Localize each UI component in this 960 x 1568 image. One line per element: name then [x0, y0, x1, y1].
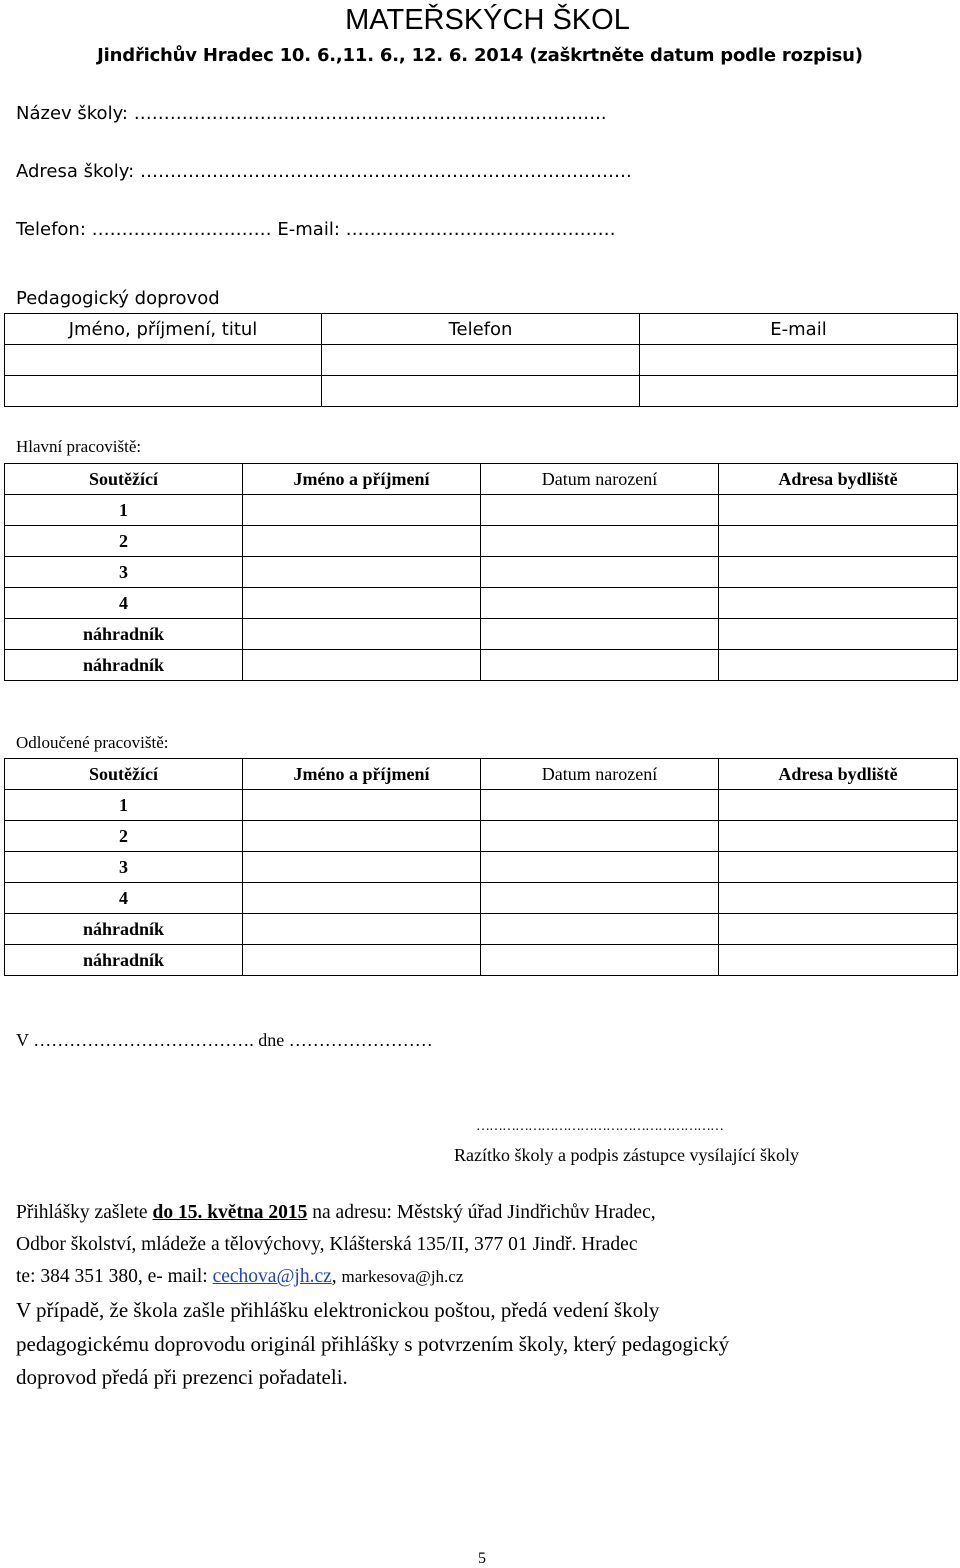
main-header-row [5, 464, 958, 495]
birthdate-cell[interactable] [481, 557, 719, 588]
main-col-name: Jméno a příjmení [243, 464, 481, 495]
birthdate-cell[interactable] [481, 852, 719, 883]
email-markesova: markesova@jh.cz [341, 1267, 464, 1286]
school-name-field [16, 103, 607, 124]
school-address-field [16, 161, 632, 182]
branch-col-birthdate: Datum narození [481, 759, 719, 790]
name-cell[interactable] [243, 619, 481, 650]
table-row [5, 557, 958, 588]
school-address-dots: ………………………………………………………………………. [139, 161, 632, 182]
table-row [5, 495, 958, 526]
name-cell[interactable] [243, 821, 481, 852]
name-cell[interactable] [243, 588, 481, 619]
branch-header-row [5, 759, 958, 790]
address-cell[interactable] [719, 588, 958, 619]
birthdate-cell[interactable] [481, 821, 719, 852]
substitute-label: náhradník [5, 945, 243, 976]
instructions-line-2: Odbor školství, mládeže a tělovýchovy, Klášterská 135/II, 377 01 Jindř. Hradec [16, 1234, 638, 1255]
competitor-number: 1 [5, 495, 243, 526]
escort-col-name: Jméno, příjmení, titul [5, 314, 322, 345]
date-dots: …………………… [288, 1030, 433, 1050]
address-cell[interactable] [719, 914, 958, 945]
birthdate-cell[interactable] [481, 495, 719, 526]
competitor-number: 2 [5, 526, 243, 557]
date-label: dne [258, 1030, 285, 1050]
address-cell[interactable] [719, 619, 958, 650]
name-cell[interactable] [243, 557, 481, 588]
escort-email-cell[interactable] [640, 345, 958, 376]
page-title: MATEŘSKÝCH ŠKOL [345, 4, 630, 36]
table-row [5, 883, 958, 914]
competitor-number: 1 [5, 790, 243, 821]
electronic-note-line-1: V případě, že škola zašle přihlášku elektronickou poštou, předá vedení školy [16, 1298, 660, 1322]
address-cell[interactable] [719, 526, 958, 557]
address-cell[interactable] [719, 650, 958, 681]
electronic-note-line-2: pedagogickému doprovodu originál přihlášky s potvrzením školy, který pedagogický [16, 1332, 730, 1356]
escort-table [4, 313, 958, 407]
escort-label: Pedagogický doprovod [16, 288, 220, 309]
branch-col-address: Adresa bydliště [719, 759, 958, 790]
name-cell[interactable] [243, 914, 481, 945]
escort-phone-cell[interactable] [322, 376, 640, 407]
escort-row [5, 345, 958, 376]
address-cell[interactable] [719, 883, 958, 914]
signature-line: ………………………………………………… [476, 1119, 723, 1134]
branch-col-competitor: Soutěžící [5, 759, 243, 790]
competitor-number: 4 [5, 883, 243, 914]
contact-phone: te: 384 351 380, e- mail: [16, 1266, 208, 1287]
name-cell[interactable] [243, 945, 481, 976]
deadline: do 15. května 2015 [152, 1202, 308, 1223]
birthdate-cell[interactable] [481, 588, 719, 619]
competitor-number: 3 [5, 852, 243, 883]
name-cell[interactable] [243, 650, 481, 681]
birthdate-cell[interactable] [481, 650, 719, 681]
substitute-label: náhradník [5, 914, 243, 945]
address-cell[interactable] [719, 495, 958, 526]
escort-phone-cell[interactable] [322, 345, 640, 376]
table-row [5, 650, 958, 681]
competitor-number: 3 [5, 557, 243, 588]
table-row [5, 945, 958, 976]
instructions-line-3 [16, 1266, 463, 1288]
escort-header-row [5, 314, 958, 345]
name-cell[interactable] [243, 526, 481, 557]
main-col-birthdate: Datum narození [481, 464, 719, 495]
school-name-dots: ……………………..…………………………………………….. [133, 103, 607, 124]
main-col-competitor: Soutěžící [5, 464, 243, 495]
table-row [5, 914, 958, 945]
place-dots: ………………………………. [33, 1030, 254, 1050]
address-cell[interactable] [719, 557, 958, 588]
table-row [5, 619, 958, 650]
school-phone-label: Telefon: [16, 219, 86, 240]
birthdate-cell[interactable] [481, 526, 719, 557]
table-row [5, 821, 958, 852]
birthdate-cell[interactable] [481, 619, 719, 650]
address-cell[interactable] [719, 821, 958, 852]
main-site-table [4, 463, 958, 681]
page-number: 5 [478, 1550, 486, 1567]
school-address-label: Adresa školy: [16, 161, 135, 182]
table-row [5, 588, 958, 619]
signature-caption: Razítko školy a podpis zástupce vysílající školy [454, 1145, 799, 1165]
email-link-cechova[interactable]: cechova@jh.cz [212, 1266, 332, 1287]
main-site-label: Hlavní pracoviště: [16, 437, 142, 456]
address-cell[interactable] [719, 790, 958, 821]
school-email-dots: ……………………………………… [345, 219, 616, 240]
name-cell[interactable] [243, 495, 481, 526]
instructions-line-1 [16, 1202, 656, 1224]
school-name-label: Název školy: [16, 103, 128, 124]
school-phone-dots: ………………………… [91, 219, 272, 240]
name-cell[interactable] [243, 883, 481, 914]
substitute-label: náhradník [5, 619, 243, 650]
name-cell[interactable] [243, 852, 481, 883]
escort-name-cell[interactable] [5, 376, 322, 407]
branch-site-table [4, 758, 958, 976]
escort-name-cell[interactable] [5, 345, 322, 376]
school-contact-field [16, 219, 616, 240]
substitute-label: náhradník [5, 650, 243, 681]
address-cell[interactable] [719, 852, 958, 883]
instructions-address-intro: na adresu: Městský úřad Jindřichův Hradec, [312, 1202, 656, 1223]
escort-row [5, 376, 958, 407]
name-cell[interactable] [243, 790, 481, 821]
escort-col-email: E-mail [640, 314, 958, 345]
address-cell[interactable] [719, 945, 958, 976]
birthdate-cell[interactable] [481, 790, 719, 821]
table-row [5, 790, 958, 821]
escort-email-cell[interactable] [640, 376, 958, 407]
competitor-number: 2 [5, 821, 243, 852]
email-separator: , [331, 1266, 337, 1287]
table-row [5, 852, 958, 883]
birthdate-cell[interactable] [481, 914, 719, 945]
branch-col-name: Jméno a příjmení [243, 759, 481, 790]
main-col-address: Adresa bydliště [719, 464, 958, 495]
place-label: V [16, 1030, 29, 1050]
place-date-line [16, 1030, 433, 1051]
branch-site-label: Odloučené pracoviště: [16, 733, 169, 752]
instructions-intro: Přihlášky zašlete [16, 1202, 148, 1223]
birthdate-cell[interactable] [481, 945, 719, 976]
electronic-note-line-3: doprovod předá při prezenci pořadateli. [16, 1365, 348, 1389]
escort-col-phone: Telefon [322, 314, 640, 345]
birthdate-cell[interactable] [481, 883, 719, 914]
competitor-number: 4 [5, 588, 243, 619]
table-row [5, 526, 958, 557]
school-email-label: E-mail: [277, 219, 340, 240]
page-subtitle: Jindřichův Hradec 10. 6.,11. 6., 12. 6. 2014 (zaškrtněte datum podle rozpisu) [97, 45, 863, 66]
